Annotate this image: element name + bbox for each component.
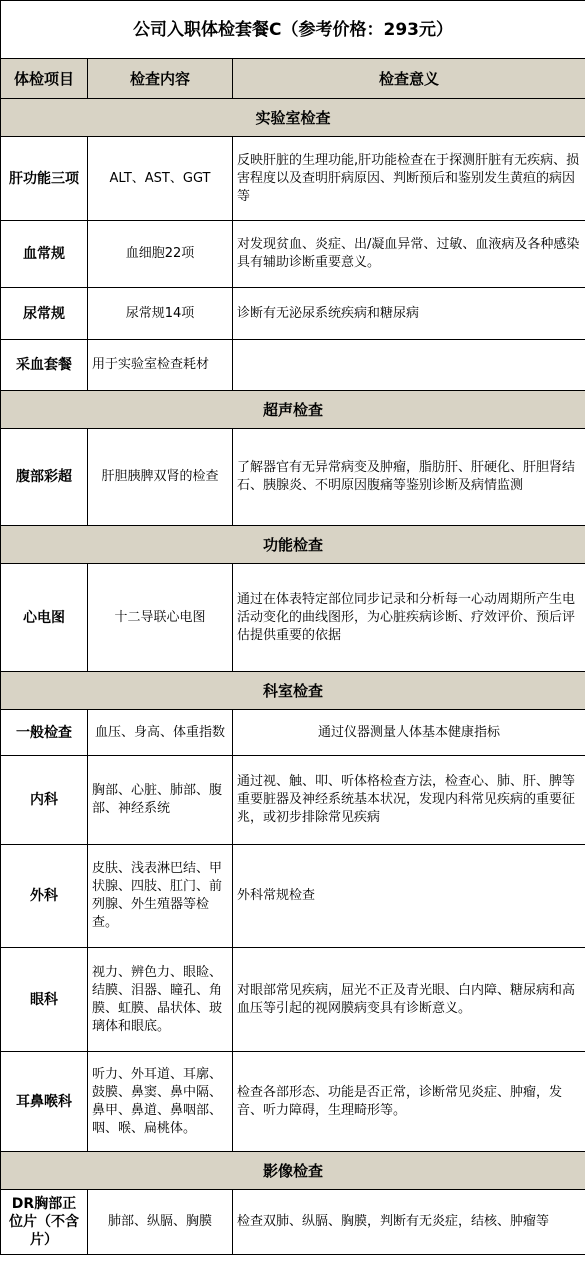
table-row: [1, 288, 585, 340]
section-department: [1, 672, 585, 710]
item-meaning: 对发现贫血、炎症、出/凝血异常、过敏、血液病及各种感染具有辅助诊断重要意义。: [233, 221, 585, 288]
item-meaning: 检查双肺、纵膈、胸膜，判断有无炎症，结核、肿瘤等: [233, 1190, 585, 1255]
table-row: [1, 1190, 585, 1255]
table-row: [1, 948, 585, 1052]
title-row: [1, 1, 585, 59]
table-row: [1, 340, 585, 391]
section-function: [1, 526, 585, 564]
item-name: 耳鼻喉科: [1, 1052, 88, 1152]
section-title: 科室检查: [1, 672, 585, 710]
section-title: 功能检查: [1, 526, 585, 564]
item-content: 皮肤、浅表淋巴结、甲状腺、四肢、肛门、前列腺、外生殖器等检查。: [88, 845, 233, 948]
table-row: [1, 1052, 585, 1152]
item-content: 肺部、纵膈、胸膜: [88, 1190, 233, 1255]
item-content: 血压、身高、体重指数: [88, 710, 233, 756]
item-meaning: 反映肝脏的生理功能,肝功能检查在于探测肝脏有无疾病、损害程度以及查明肝病原因、判断预后和鉴别发生黄疸的病因等: [233, 137, 585, 221]
table-row: [1, 564, 585, 672]
item-meaning: [233, 340, 585, 391]
item-name: 内科: [1, 756, 88, 845]
item-content: 视力、辨色力、眼睑、结膜、泪器、瞳孔、角膜、虹膜、晶状体、玻璃体和眼底。: [88, 948, 233, 1052]
item-name: 尿常规: [1, 288, 88, 340]
item-content: ALT、AST、GGT: [88, 137, 233, 221]
section-title: 超声检查: [1, 391, 585, 429]
section-title: 实验室检查: [1, 99, 585, 137]
item-meaning: 通过仪器测量人体基本健康指标: [233, 710, 585, 756]
header-content: 检查内容: [88, 59, 233, 99]
item-name: 眼科: [1, 948, 88, 1052]
table-row: [1, 845, 585, 948]
item-content: 用于实验室检查耗材: [88, 340, 233, 391]
item-name: DR胸部正位片（不含片）: [1, 1190, 88, 1255]
table-row: [1, 221, 585, 288]
item-name: 采血套餐: [1, 340, 88, 391]
section-imaging: [1, 1152, 585, 1190]
section-ultrasound: [1, 391, 585, 429]
table-row: [1, 137, 585, 221]
section-lab: [1, 99, 585, 137]
item-content: 血细胞22项: [88, 221, 233, 288]
item-name: 一般检查: [1, 710, 88, 756]
item-meaning: 通过在体表特定部位同步记录和分析每一心动周期所产生电活动变化的曲线图形，为心脏疾病诊断、疗效评价、预后评估提供重要的依据: [233, 564, 585, 672]
item-content: 肝胆胰脾双肾的检查: [88, 429, 233, 526]
item-content: 十二导联心电图: [88, 564, 233, 672]
table-title: 公司入职体检套餐C（参考价格：293元）: [1, 1, 585, 59]
header-item: 体检项目: [1, 59, 88, 99]
table-row: [1, 710, 585, 756]
table-row: [1, 429, 585, 526]
item-meaning: 诊断有无泌尿系统疾病和糖尿病: [233, 288, 585, 340]
header-meaning: 检查意义: [233, 59, 585, 99]
item-name: 心电图: [1, 564, 88, 672]
item-content: 尿常规14项: [88, 288, 233, 340]
item-meaning: 通过视、触、叩、听体格检查方法，检查心、肺、肝、脾等重要脏器及神经系统基本状况，发现内科常见疾病的重要征兆，或初步排除常见疾病: [233, 756, 585, 845]
item-content: 胸部、心脏、肺部、腹部、神经系统: [88, 756, 233, 845]
table-row: [1, 756, 585, 845]
section-title: 影像检查: [1, 1152, 585, 1190]
item-name: 腹部彩超: [1, 429, 88, 526]
item-name: 肝功能三项: [1, 137, 88, 221]
item-meaning: 对眼部常见疾病，屈光不正及青光眼、白内障、糖尿病和高血压等引起的视网膜病变具有诊断意义。: [233, 948, 585, 1052]
item-meaning: 检查各部形态、功能是否正常，诊断常见炎症、肿瘤，发音、听力障碍，生理畸形等。: [233, 1052, 585, 1152]
item-meaning: 了解器官有无异常病变及肿瘤，脂肪肝、肝硬化、肝胆肾结石、胰腺炎、不明原因腹痛等鉴别诊断及病情监测: [233, 429, 585, 526]
item-content: 听力、外耳道、耳廓、鼓膜、鼻窦、鼻中隔、鼻甲、鼻道、鼻咽部、咽、喉、扁桃体。: [88, 1052, 233, 1152]
item-meaning: 外科常规检查: [233, 845, 585, 948]
item-name: 外科: [1, 845, 88, 948]
header-row: [1, 59, 585, 99]
item-name: 血常规: [1, 221, 88, 288]
